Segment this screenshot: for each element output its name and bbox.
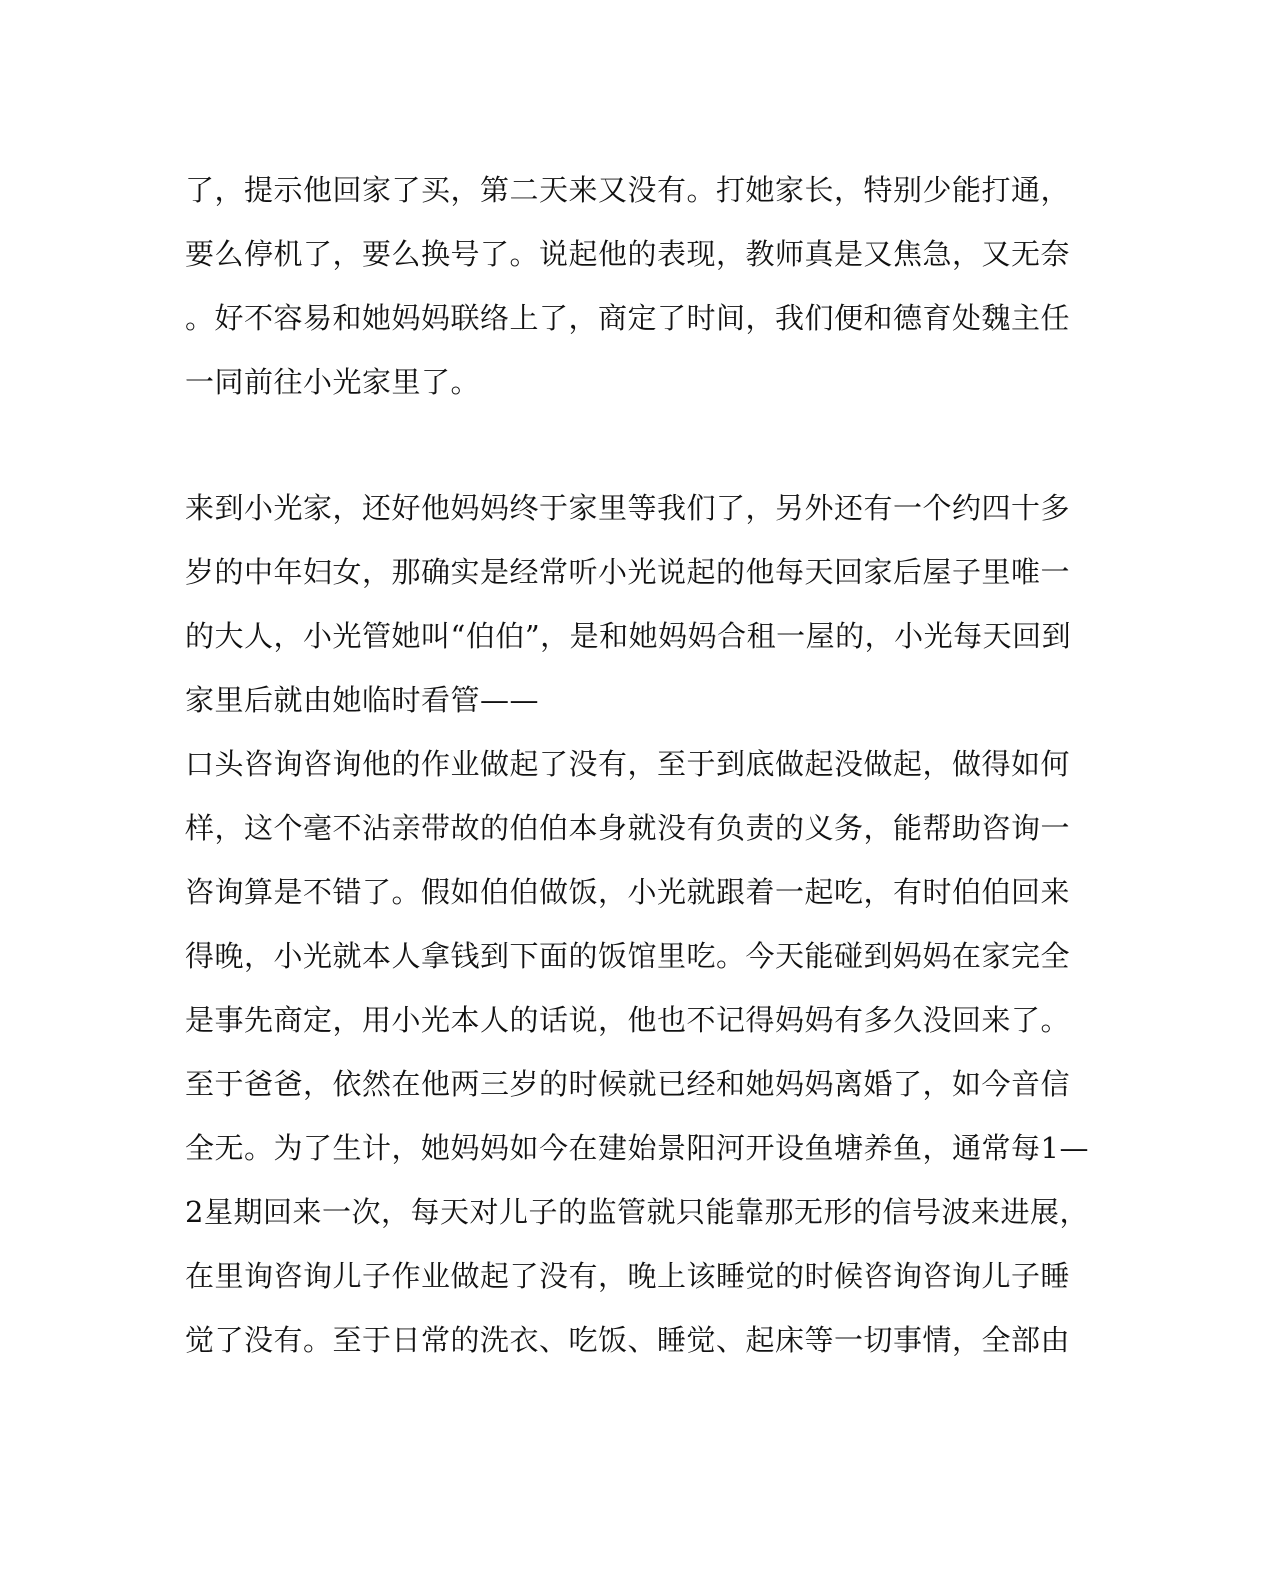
text-line: 口头咨询咨询他的作业做起了没有，至于到底做起没做起，做得如何 (185, 747, 1071, 781)
text-line: 一同前往小光家里了。 (185, 365, 481, 399)
text-line: 的大人，小光管她叫“伯伯”，是和她妈妈合租一屋的，小光每天回到 (185, 619, 1072, 653)
text-line: 咨询算是不错了。假如伯伯做饭，小光就跟着一起吃，有时伯伯回来 (185, 875, 1071, 909)
text-line: 得晚，小光就本人拿钱到下面的饭馆里吃。今天能碰到妈妈在家完全 (185, 939, 1071, 973)
text-line: 来到小光家，还好他妈妈终于家里等我们了，另外还有一个约四十多 (185, 491, 1071, 525)
text-line: 。好不容易和她妈妈联络上了，商定了时间，我们便和德育处魏主任 (185, 301, 1071, 335)
text-line: 岁的中年妇女，那确实是经常听小光说起的他每天回家后屋子里唯一 (185, 555, 1071, 589)
text-line: 至于爸爸，依然在他两三岁的时候就已经和她妈妈离婚了，如今音信 (185, 1067, 1071, 1101)
text-line: 全无。为了生计，她妈妈如今在建始景阳河开设鱼塘养鱼，通常每1— (185, 1131, 1089, 1165)
text-line: 家里后就由她临时看管—— (185, 683, 540, 717)
text-line: 是事先商定，用小光本人的话说，他也不记得妈妈有多久没回来了。 (185, 1003, 1071, 1037)
text-line: 样，这个毫不沾亲带故的伯伯本身就没有负责的义务，能帮助咨询一 (185, 811, 1071, 845)
text-line: 了，提示他回家了买，第二天来又没有。打她家长，特别少能打通， (185, 173, 1071, 207)
text-line: 在里询咨询儿子作业做起了没有，晚上该睡觉的时候咨询咨询儿子睡 (185, 1259, 1071, 1293)
text-line: 要么停机了，要么换号了。说起他的表现，教师真是又焦急，又无奈 (185, 237, 1071, 271)
text-line: 觉了没有。至于日常的洗衣、吃饭、睡觉、起床等一切事情，全部由 (185, 1323, 1071, 1357)
text-line: 2星期回来一次，每天对儿子的监管就只能靠那无形的信号波来进展， (185, 1195, 1089, 1229)
